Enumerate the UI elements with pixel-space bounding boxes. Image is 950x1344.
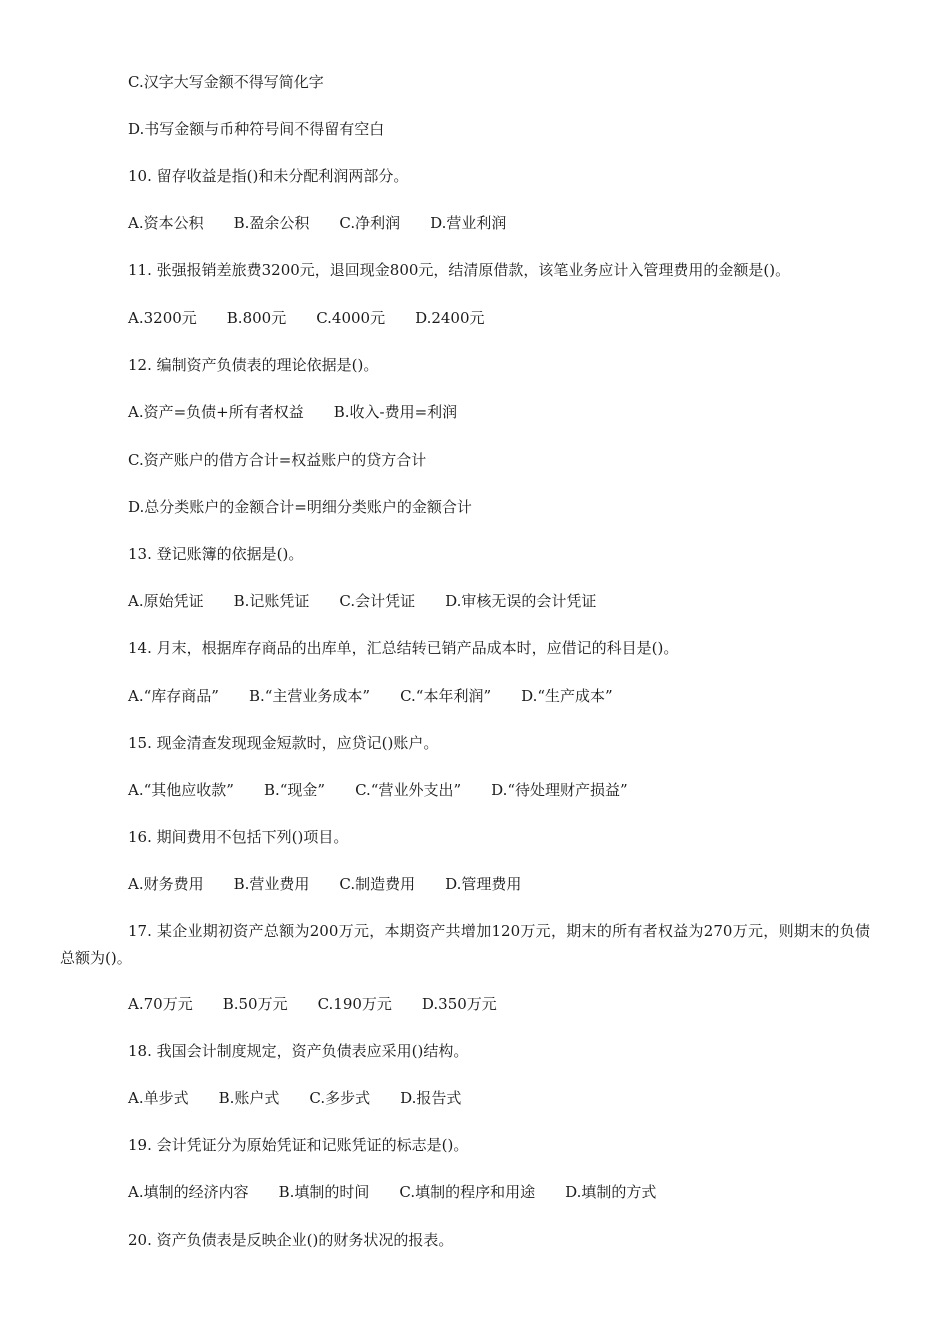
options-18: A.单步式 B.账户式 C.多步式 D.报告式 — [128, 1089, 462, 1107]
option-line-9c: C.汉字大写金额不得写简化字 — [128, 73, 324, 91]
options-10: A.资本公积 B.盈余公积 C.净利润 D.营业利润 — [128, 214, 507, 232]
options-15: A.“其他应收款” B.“现金” C.“营业外支出” D.“待处理财产损益” — [128, 781, 628, 799]
option-line-9d: D.书写金额与币种符号间不得留有空白 — [128, 120, 385, 138]
options-11: A.3200元 B.800元 C.4000元 D.2400元 — [128, 309, 485, 327]
question-12: 12. 编制资产负债表的理论依据是()。 — [128, 356, 379, 374]
question-13: 13. 登记账簿的依据是()。 — [128, 545, 304, 563]
options-12-ab: A.资产=负债+所有者权益 B.收入-费用=利润 — [128, 403, 458, 421]
option-12c: C.资产账户的借方合计=权益账户的贷方合计 — [128, 451, 427, 469]
question-17: 17. 某企业期初资产总额为200万元，本期资产共增加120万元，期末的所有者权益为270万元，则期末的负债总额为()。 — [60, 922, 870, 967]
options-17: A.70万元 B.50万元 C.190万元 D.350万元 — [128, 995, 497, 1013]
question-15: 15. 现金清查发现现金短款时，应贷记()账户。 — [128, 734, 439, 752]
question-11: 11. 张强报销差旅费3200元，退回现金800元，结清原借款，该笔业务应计入管理费用的金额是()。 — [128, 261, 791, 279]
question-14: 14. 月末，根据库存商品的出库单，汇总结转已销产品成本时，应借记的科目是()。 — [128, 639, 679, 657]
question-18: 18. 我国会计制度规定，资产负债表应采用()结构。 — [128, 1042, 469, 1060]
options-16: A.财务费用 B.营业费用 C.制造费用 D.管理费用 — [128, 875, 522, 893]
options-13: A.原始凭证 B.记账凭证 C.会计凭证 D.审核无误的会计凭证 — [128, 592, 597, 610]
options-14: A.“库存商品” B.“主营业务成本” C.“本年利润” D.“生产成本” — [128, 687, 613, 705]
question-19: 19. 会计凭证分为原始凭证和记账凭证的标志是()。 — [128, 1136, 469, 1154]
question-16: 16. 期间费用不包括下列()项目。 — [128, 828, 349, 846]
option-12d: D.总分类账户的金额合计=明细分类账户的金额合计 — [128, 498, 472, 516]
question-10: 10. 留存收益是指()和未分配利润两部分。 — [128, 167, 409, 185]
options-19: A.填制的经济内容 B.填制的时间 C.填制的程序和用途 D.填制的方式 — [128, 1183, 657, 1201]
question-20: 20. 资产负债表是反映企业()的财务状况的报表。 — [128, 1231, 454, 1249]
